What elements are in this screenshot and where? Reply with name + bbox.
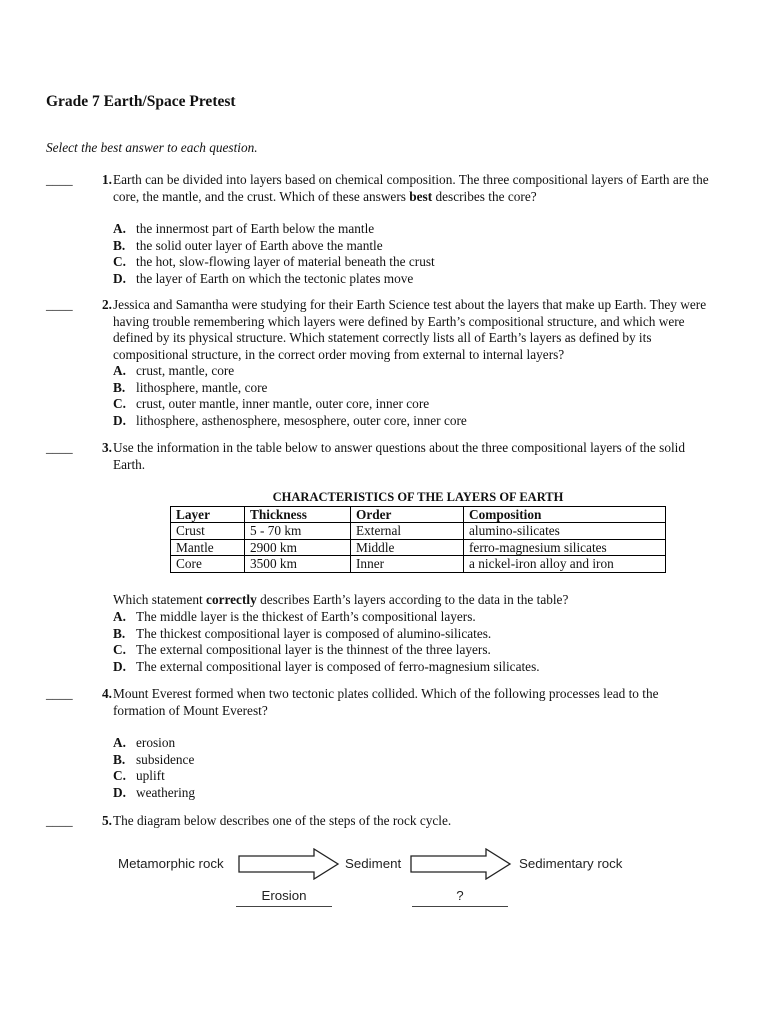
option[interactable]: B. the solid outer layer of Earth above the mantle (113, 237, 383, 253)
table-cell: 5 - 70 km (245, 523, 351, 540)
table-cell: Crust (171, 523, 245, 540)
option[interactable]: C. crust, outer mantle, inner mantle, outer core, inner core (113, 396, 430, 412)
column-header: Composition (464, 506, 666, 523)
option[interactable]: B. lithosphere, mantle, core (113, 379, 268, 395)
table-cell: Middle (351, 539, 464, 556)
arrow-right-icon (238, 848, 340, 880)
process-label-erosion: Erosion (261, 888, 307, 903)
layers-table (170, 506, 666, 573)
table-row (171, 523, 666, 540)
answer-blank[interactable]: ____ (46, 686, 73, 701)
table-cell: 2900 km (245, 539, 351, 556)
diagram-node-sedimentary: Sedimentary rock (519, 856, 623, 871)
option[interactable]: D. weathering (113, 784, 196, 800)
diagram-node-metamorphic: Metamorphic rock (118, 856, 224, 871)
question-number: 4. (102, 686, 112, 701)
column-header: Layer (171, 506, 245, 523)
table-cell: a nickel-iron alloy and iron (464, 556, 666, 573)
option[interactable]: C. The external compositional layer is the thinnest of the three layers. (113, 642, 491, 658)
question-text: The diagram below describes one of the steps of the rock cycle. (113, 813, 452, 828)
table-cell: alumino-silicates (464, 523, 666, 540)
option[interactable]: A. erosion (113, 735, 176, 750)
layers-table-block (170, 489, 666, 573)
table-cell: 3500 km (245, 556, 351, 573)
option[interactable]: A. crust, mantle, core (113, 363, 235, 378)
option[interactable]: B. The thickest compositional layer is composed of alumino-silicates. (113, 625, 492, 641)
answer-blank[interactable]: ____ (46, 440, 73, 455)
diagram-node-sediment: Sediment (345, 856, 402, 871)
question-number: 5. (102, 813, 112, 828)
question-text: Mount Everest formed when two tectonic plates collided. Which of the following processes lead to the formation of Mount Everest? (113, 686, 659, 718)
answer-blank[interactable]: ____ (46, 813, 73, 828)
label-underline (236, 906, 332, 907)
option-list (113, 363, 713, 429)
option[interactable]: B. subsidence (113, 751, 195, 767)
process-label-unknown: ? (456, 888, 464, 903)
table-cell: Inner (351, 556, 464, 573)
table-cell: Core (171, 556, 245, 573)
option-list (113, 221, 713, 287)
option[interactable]: C. the hot, slow-flowing layer of material beneath the crust (113, 254, 435, 270)
question-text: Jessica and Samantha were studying for their Earth Science test about the layers that make up Earth. They were having trouble remembering which layers were defined by Earth’s compositional structure, and which were defined by its physical structure. Which statement correctly lists all of Earth’s layers as defined by its compositional structure, in the correct order moving from external to internal layers? (113, 297, 707, 362)
table-title: CHARACTERISTICS OF THE LAYERS OF EARTH (272, 490, 564, 504)
table-header-row (171, 506, 666, 523)
column-header: Order (351, 506, 464, 523)
table-cell: External (351, 523, 464, 540)
option-list (113, 609, 713, 675)
arrow-right-icon (410, 848, 512, 880)
question-number: 2. (102, 297, 112, 312)
question-number: 1. (102, 172, 112, 187)
emphasis: best (409, 188, 433, 204)
answer-blank[interactable]: ____ (46, 297, 73, 312)
answer-line[interactable] (412, 906, 508, 907)
option[interactable]: D. lithosphere, asthenosphere, mesosphere, outer core, inner core (113, 412, 467, 428)
option[interactable]: A. The middle layer is the thickest of Earth’s compositional layers. (113, 609, 476, 624)
question-text: Earth can be divided into layers based on chemical composition. The three compositional layers of Earth are the core, the mantle, and the crust. Which of these answers best describes the core? (113, 172, 709, 204)
option[interactable]: C. uplift (113, 768, 165, 784)
column-header: Thickness (245, 506, 351, 523)
table-row (171, 539, 666, 556)
answer-blank[interactable]: ____ (46, 172, 73, 187)
emphasis: correctly (206, 592, 257, 607)
question-text: Use the information in the table below to answer questions about the three compositional layers of the solid Earth. (113, 440, 685, 472)
option[interactable]: A. the innermost part of Earth below the mantle (113, 221, 375, 236)
table-row (171, 556, 666, 573)
table-cell: ferro-magnesium silicates (464, 539, 666, 556)
option[interactable]: D. the layer of Earth on which the tectonic plates move (113, 270, 414, 286)
question-number: 3. (102, 440, 112, 455)
instructions: Select the best answer to each question. (46, 140, 258, 155)
page-title: Grade 7 Earth/Space Pretest (46, 93, 236, 110)
option-list (113, 735, 713, 801)
option[interactable]: D. The external compositional layer is composed of ferro-magnesium silicates. (113, 658, 540, 674)
question-stem: Which statement correctly describes Earth’s layers according to the data in the table? (113, 592, 569, 607)
table-cell: Mantle (171, 539, 245, 556)
